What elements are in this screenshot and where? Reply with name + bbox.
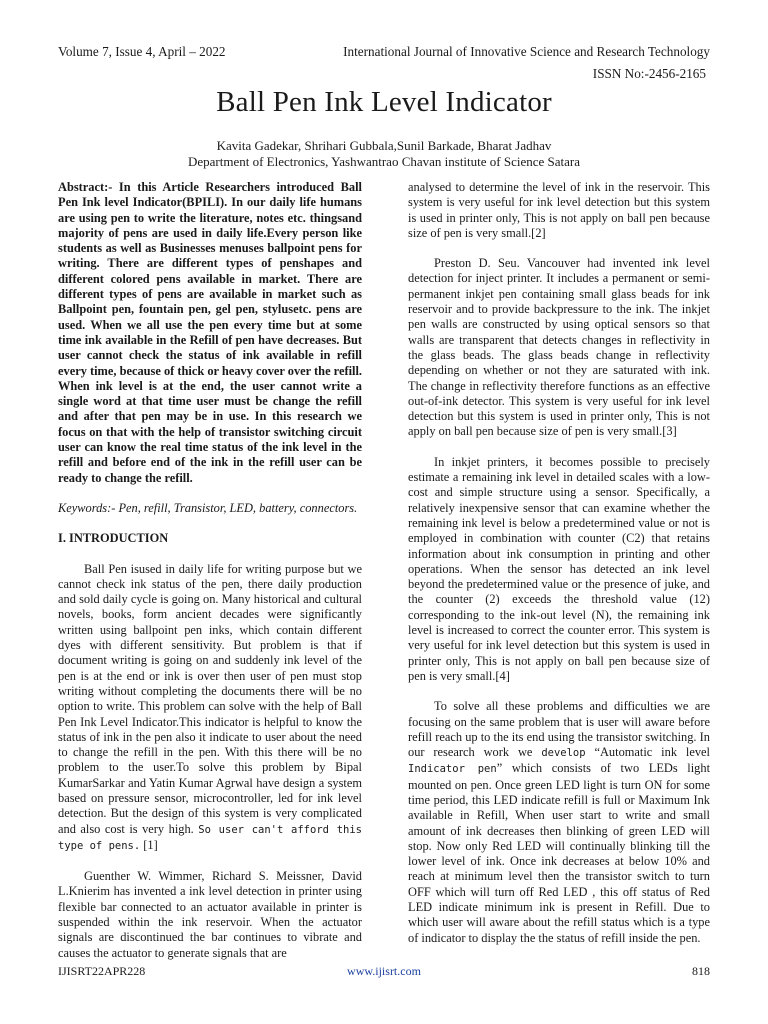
intro-paragraph-1: [58, 562, 362, 855]
right-paragraph-4: [408, 699, 710, 946]
right-p4-a: To solve all these problems and difficulties we are focusing on the same problem that is user will aware before refill reach up to the its end using the transistor switching. In our research work we: [408, 699, 710, 760]
volume-issue: Volume 7, Issue 4, April – 2022: [58, 44, 226, 59]
right-column: [408, 180, 710, 961]
keywords: Keywords:- Pen, refill, Transistor, LED, battery, connectors.: [58, 500, 358, 515]
section-heading: I. INTRODUCTION: [58, 531, 169, 546]
intro-p1-ref: [1]: [140, 837, 158, 852]
footer-code: IJISRT22APR228: [58, 964, 146, 978]
affiliation: Department of Electronics, Yashwantrao Chavan institute of Science Satara: [187, 154, 581, 169]
right-paragraph-2: Preston D. Seu. Vancouver had invented ink level detection for inject printer. It includes a permanent or semi-permanent inkjet pen containing small glass beads for ink reservoir and to provide backpressure to the ink. The inkjet pen walls are constructed by using optical sensors so that walls are transparent that detects changes in reflectivity in the glass beads. The glass beads change in reflectivity depending on whether or not they are saturated with ink. The change in reflectivity therefore functions as an effective out-of-ink detector. This system is very useful for ink level detection but this system is used in printer only, This is not apply on ball pen because size of pen is very small.[3]: [408, 256, 710, 439]
page-number: 818: [692, 964, 710, 978]
paper-title: Ball Pen Ink Level Indicator: [216, 86, 552, 118]
left-column: [58, 180, 362, 976]
intro-paragraph-2: Guenther W. Wimmer, Richard S. Meissner, David L.Knierim has invented a ink level detection in printer using flexible bar connected to an actuator available in printer is suspended within the ink reservoir. When the actuator signals are discontinued the bar continues to vibrate and causes the actuator to generate signals that are: [58, 869, 362, 960]
right-p4-c: ” which consists of two LEDs light mounted on pen. Once green LED light is turn ON for some time period, this LED indicate refill is full or Maximum Ink available in Refill, When user start to write and small amount of ink decreases then blinking of green LED will stop. Now only Red LED will continually blinking till the lower level of ink. Once ink decreases at below 10% and reach at minimum level then the transistor switch to turn OFF which will turn off Red LED , this off status of Red LED indicate minimum ink is present in Refill. Due to which user will aware about the refill status which is a type of indicator to display the the status of refill inside the pen.: [408, 761, 711, 945]
right-p4-b: “Automatic ink level: [585, 745, 710, 760]
authors: Kavita Gadekar, Shrihari Gubbala,Sunil Barkade, Bharat Jadhav: [216, 138, 552, 153]
intro-p1-tail: So user can't afford this type of pens.: [58, 823, 362, 852]
issn: ISSN No:-2456-2165: [592, 66, 706, 81]
right-paragraph-1: analysed to determine the level of ink in the reservoir. This system is very useful for ink level detection but this system is used in printer only, This is not apply on ball pen because size of pen is very small.[2]: [408, 180, 710, 240]
right-p4-indicator: Indicator pen: [408, 763, 497, 776]
right-paragraph-3: In inkjet printers, it becomes possible to precisely estimate a remaining ink level in detailed scales with a low-cost and simple structure using a sensor. Specifically, a relatively inexpensive sensor that can examine whether the remaining ink level is below a predetermined value or not is employed in combination with counter (C2) that retains information about ink consumption in printing and other operations. When the sensor has detected an ink level beyond the predetermined value or the presence of juke, and the counter (2) exceeds the threshold value (12) corresponding to the ink-out level (N), the remaining ink level is increased to correct the counter error. This system is very useful for ink level detection but this system is used in printer only, This is not apply on ball pen because size of pen is very small.[4]: [408, 454, 710, 683]
footer-url[interactable]: www.ijisrt.com: [347, 964, 421, 978]
journal-name: International Journal of Innovative Science and Research Technology: [343, 44, 710, 59]
right-p4-develop: develop: [541, 747, 586, 760]
intro-p1-text: Ball Pen isused in daily life for writing purpose but we cannot check ink status of the pen, there daily production and sold daily cycle is going on. Many historical and cultural novels, books, form ancient decades were significantly written using ballpoint pen inks, which contain different dyes with different sensitivity. But problem is that if document writing is going on and suddenly ink level of the pen is at the end or ink is over then user of pen must stop writing without completing the documents there will be no option to write. This problem can solve with the help of Ball Pen Ink Level Indicator.This indicator is helpful to know the status of ink in the pen also it indicate to user about the need to change the refill in the pen. With this there will be no problem to the user.To solve this problem by Bipal KumarSarkar and Yatin Kumar Agrwal have design a system based on pressure sensor, microcontroller, led for ink level detection. But the design of this system is very complicated and also cost is very high.: [58, 561, 362, 836]
abstract: Abstract:- In this Article Researchers introduced Ball Pen Ink level Indicator(BPILI). In our daily life humans are using pen to write the literature, notes etc. thingsand majority of pens are used in daily life.Every person like students as well as Businesses menuses ballpoint pens for writing. There are different types of penshapes and different colored pens available in market. There are different types of pens are available in market such as Ballpoint pen, fountain pen, gel pen, stylusetc. pens are used. When we all use the pen every time but at some time ink available in the Refill of pen have decreases. But user cannot check the status of ink available in refill every time, because of thick or heavy cover over the refill. When ink level is at the end, the user cannot write a single word at that time user must be change the refill and after that pen may be in use. In this research we focus on that with the help of transistor switching circuit user can know the real time status of the ink level in the refill and before end of the ink in the refill user can be ready to change the refill.: [58, 180, 362, 485]
